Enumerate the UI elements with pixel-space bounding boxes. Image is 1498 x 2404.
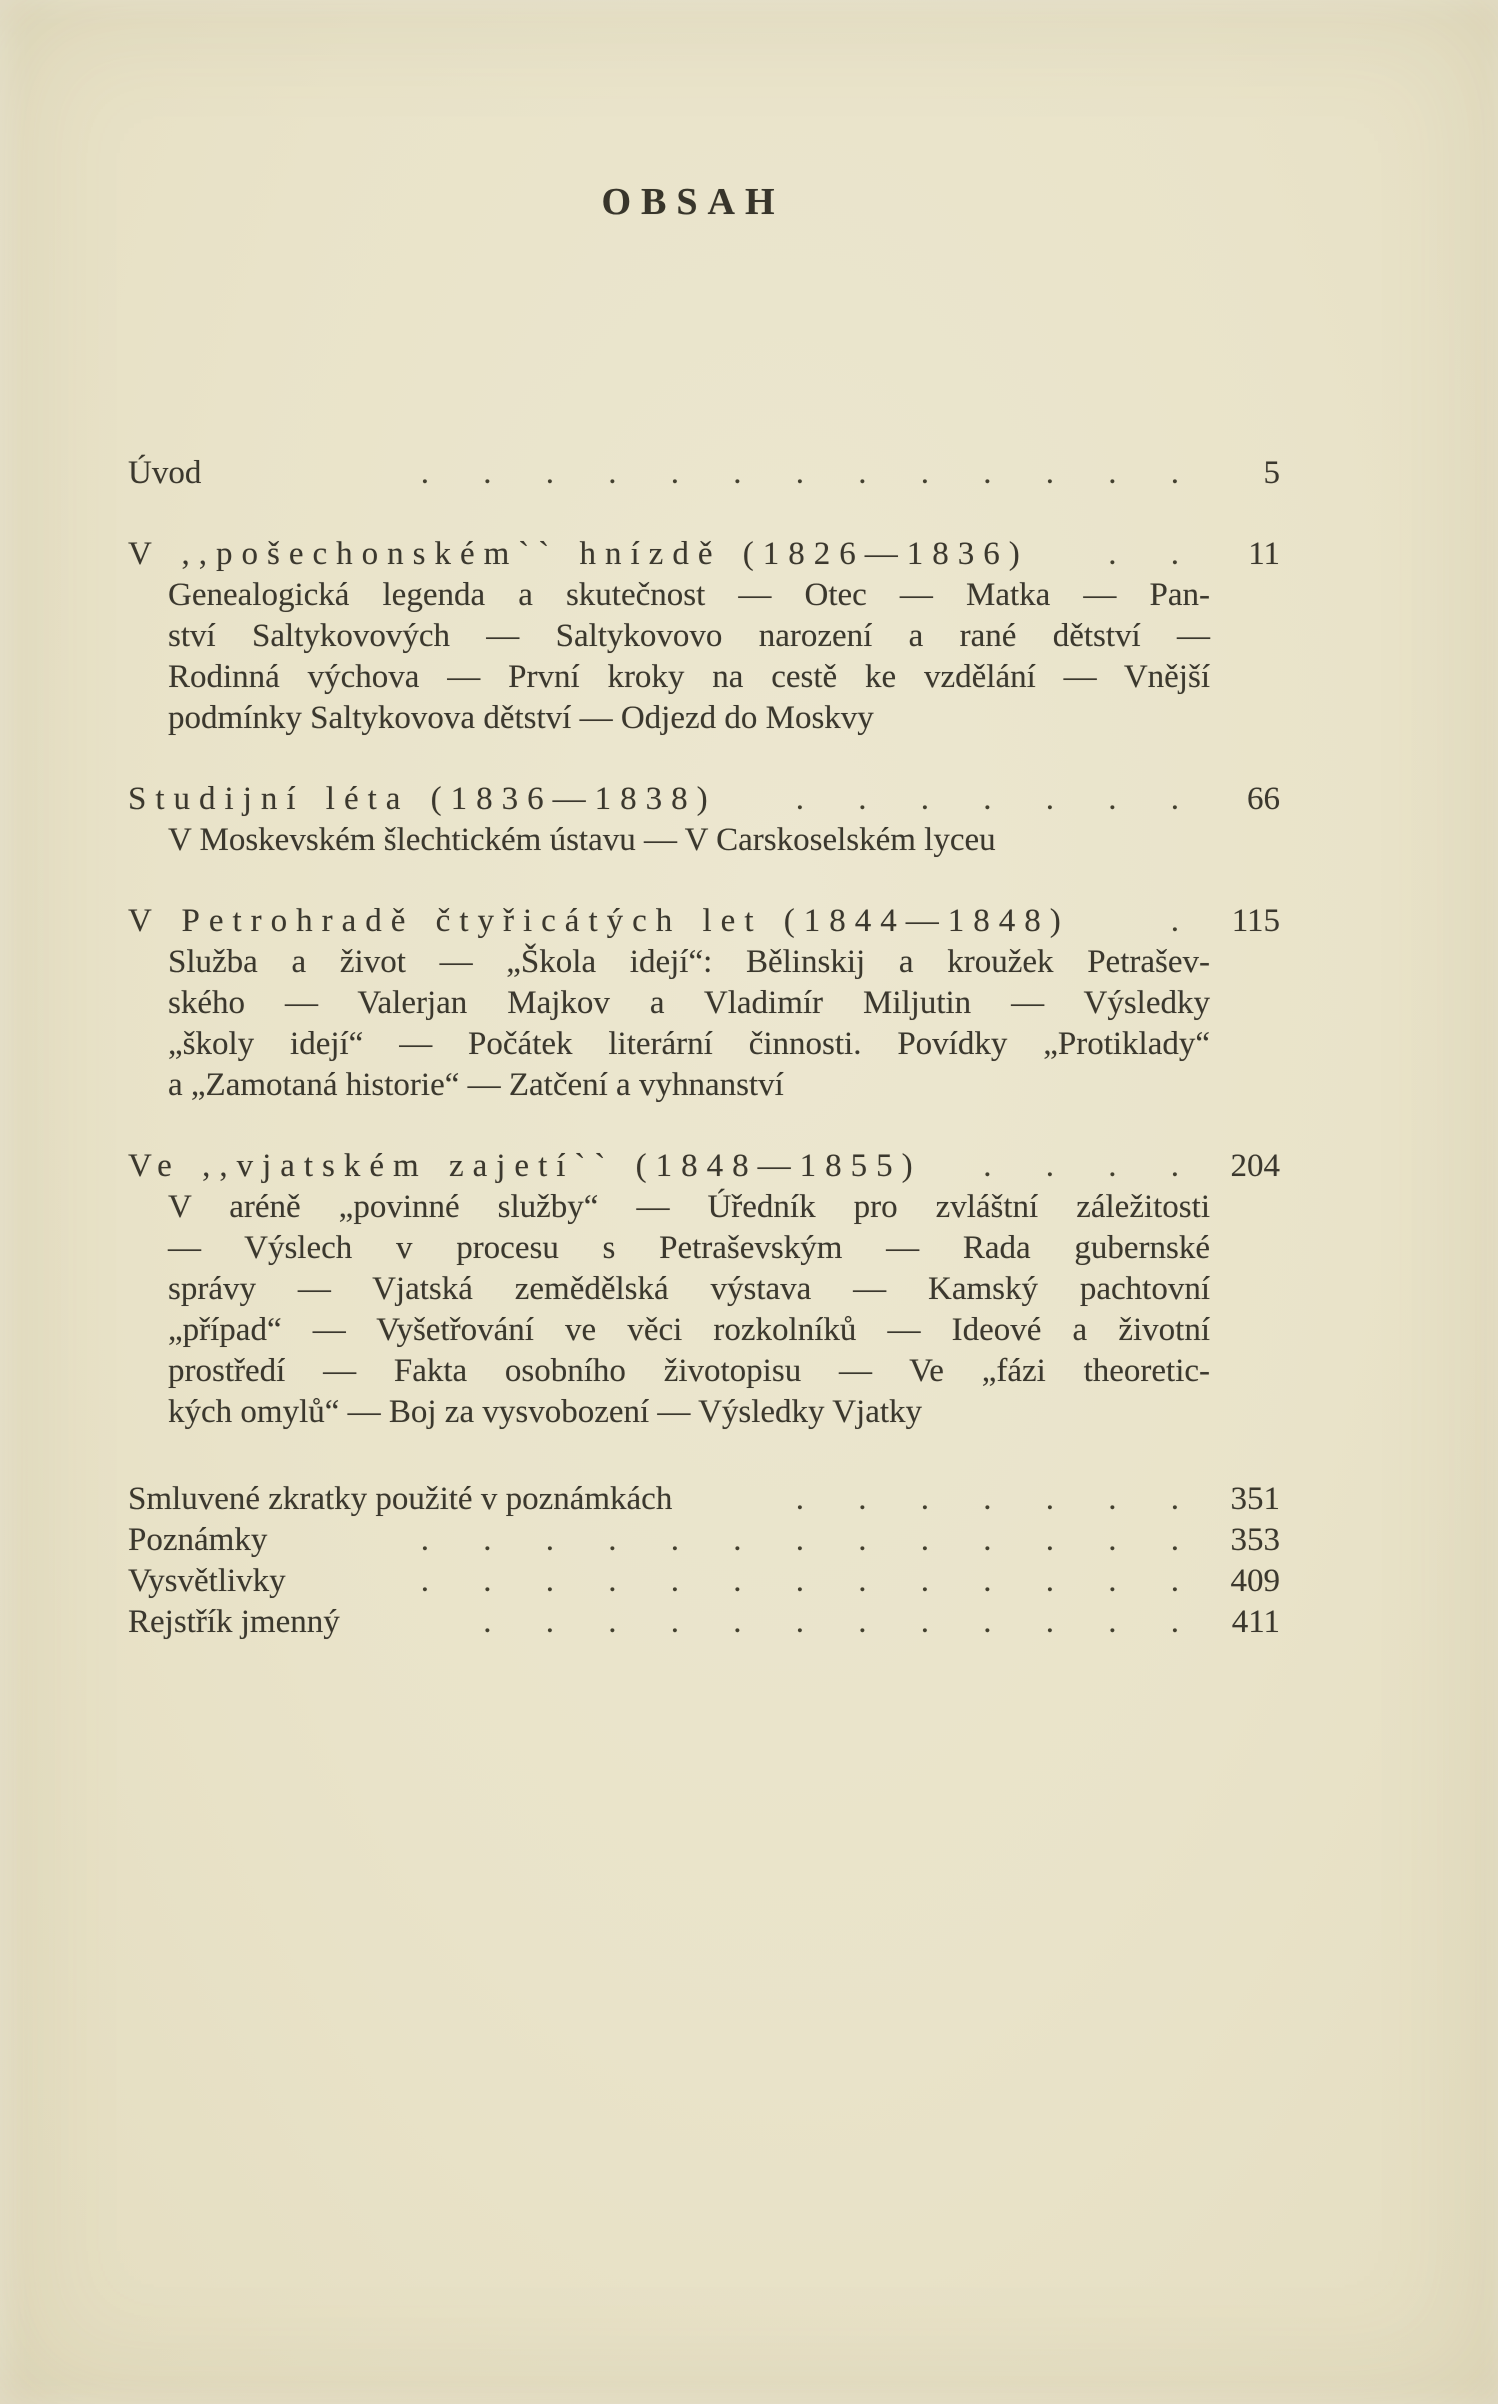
toc-row xyxy=(128,779,1280,820)
page-number: 115 xyxy=(1231,903,1280,939)
page-number: 5 xyxy=(1263,455,1280,491)
toc-entry-uvod xyxy=(128,453,1280,494)
entry-label: Rejstřík jmenný xyxy=(128,1604,340,1640)
summary-line: ství Saltykovových — Saltykovovo narození a rané dětství — xyxy=(168,618,1210,654)
summary-line: — Výslech v procesu s Petraševským — Rada gubernské xyxy=(168,1230,1210,1266)
summary-line: ského — Valerjan Majkov a Vladimír Miljutin — Výsledky xyxy=(168,985,1210,1021)
dot-leader: . . . . . . . . . . . . . xyxy=(420,455,1179,491)
chapter-summary xyxy=(168,820,1210,861)
chapter-summary xyxy=(168,575,1210,739)
page-title: OBSAH xyxy=(601,181,785,223)
summary-line: a „Zamotaná historie“ — Zatčení a vyhnanství xyxy=(168,1067,784,1103)
chapter-summary xyxy=(168,1187,1210,1433)
dot-leader: . . xyxy=(1108,536,1179,572)
summary-line: podmínky Saltykovova dětství — Odjezd do Moskvy xyxy=(168,700,874,736)
page-number: 353 xyxy=(1230,1522,1280,1558)
chapter-heading: V ,,pošechonském`` hnízdě (1826—1836) xyxy=(128,536,1029,572)
page-number: 409 xyxy=(1230,1563,1280,1599)
toc-entry-chapter-3 xyxy=(128,901,1280,1106)
page-number: 204 xyxy=(1230,1148,1280,1184)
dot-leader: . . . . . . . xyxy=(795,781,1179,817)
summary-line: Služba a život — „Škola idejí“: Bělinskij a kroužek Petrašev- xyxy=(168,944,1210,980)
summary-line: prostředí — Fakta osobního životopisu — Ve „fázi theoretic- xyxy=(168,1353,1210,1389)
dot-leader: . . . . xyxy=(983,1148,1179,1184)
chapter-summary xyxy=(168,942,1210,1106)
summary-line: V aréně „povinné služby“ — Úředník pro zvláštní záležitosti xyxy=(168,1189,1210,1225)
toc-row xyxy=(128,901,1280,942)
dot-leader: . xyxy=(1170,903,1179,939)
summary-line: V Moskevském šlechtickém ústavu — V Carskoselském lyceu xyxy=(168,822,996,858)
page-number: 11 xyxy=(1248,536,1280,572)
page-number: 411 xyxy=(1231,1604,1280,1640)
toc-entry-chapter-2 xyxy=(128,779,1280,861)
summary-line: kých omylů“ — Boj za vysvobození — Výsledky Vjatky xyxy=(168,1394,923,1430)
entry-label: Smluvené zkratky použité v poznámkách xyxy=(128,1481,673,1517)
entry-label: Poznámky xyxy=(128,1522,268,1558)
toc-row xyxy=(128,534,1280,575)
page-number: 66 xyxy=(1247,781,1280,817)
dot-leader: . . . . . . . . . . . . . xyxy=(420,1522,1179,1558)
summary-line: Rodinná výchova — První kroky na cestě ke vzdělání — Vnější xyxy=(168,659,1210,695)
toc-row xyxy=(128,1520,1280,1561)
toc-row xyxy=(128,1146,1280,1187)
toc-backmatter xyxy=(128,1479,1280,1643)
page-number: 351 xyxy=(1230,1481,1280,1517)
toc-row xyxy=(128,1561,1280,1602)
toc-row xyxy=(128,1479,1280,1520)
entry-label: Vysvětlivky xyxy=(128,1563,286,1599)
dot-leader: . . . . . . . . . . . . . xyxy=(420,1563,1179,1599)
toc-entry-chapter-1 xyxy=(128,534,1280,739)
summary-line: „školy idejí“ — Počátek literární činnosti. Povídky „Protiklady“ xyxy=(168,1026,1210,1062)
summary-line: „případ“ — Vyšetřování ve věci rozkolníků — Ideové a životní xyxy=(168,1312,1210,1348)
chapter-heading: V Petrohradě čtyřicátých let (1844—1848) xyxy=(128,903,1070,939)
summary-line: správy — Vjatská zemědělská výstava — Kamský pachtovní xyxy=(168,1271,1210,1307)
toc-row xyxy=(128,453,1280,494)
chapter-heading: Ve ,,vjatském zajetí`` (1848—1855) xyxy=(128,1148,922,1184)
dot-leader: . . . . . . . . . . . . xyxy=(483,1604,1179,1640)
dot-leader: . . . . . . . xyxy=(795,1481,1179,1517)
table-of-contents xyxy=(128,453,1280,1643)
toc-entry-chapter-4 xyxy=(128,1146,1280,1433)
chapter-heading: Studijní léta (1836—1838) xyxy=(128,781,717,817)
summary-line: Genealogická legenda a skutečnost — Otec — Matka — Pan- xyxy=(168,577,1210,613)
toc-row xyxy=(128,1602,1280,1643)
entry-label: Úvod xyxy=(128,455,202,491)
